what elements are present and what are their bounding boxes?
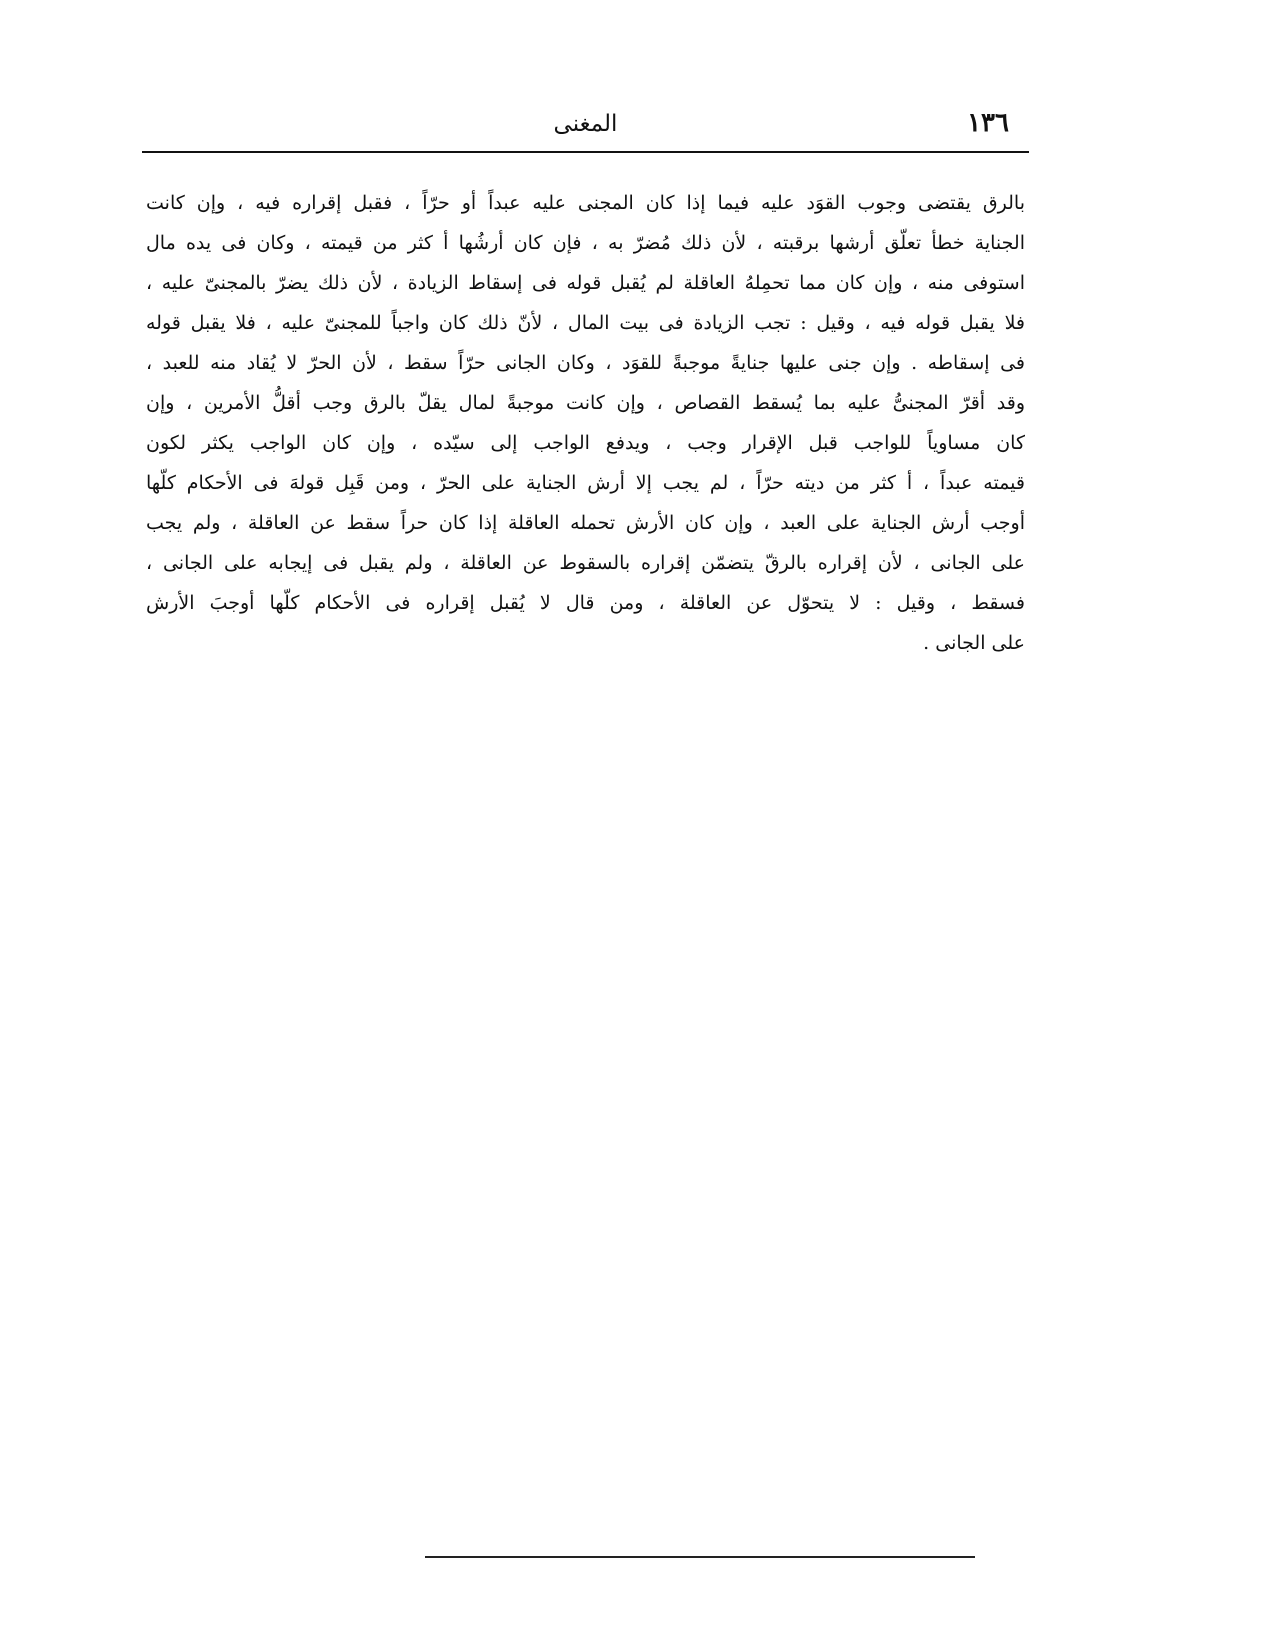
header-divider <box>142 151 1029 153</box>
text-line: كان مساوياً للواجب قبل الإقرار وجب ، ويدفع الواجب إلى سيّده ، وإن كان الواجب يكثر لكون <box>146 432 1025 454</box>
text-line: وقد أقرّ المجنىُّ عليه بما يُسقط القصاص ، وإن كانت موجبةً لمال يقلّ بالرق وجب أقلُّ الأمرين ، وإن <box>146 392 1025 414</box>
body-text <box>146 183 1025 663</box>
text-line: على الجانى . <box>923 632 1025 654</box>
text-line: استوفى منه ، وإن كان مما تحمِلهُ العاقلة لم يُقبل قوله فى إسقاط الزيادة ، لأن ذلك يضرّ بالمجنىّ عليه ، <box>146 272 1025 294</box>
text-line: الجناية خطأ تعلّق أرشها برقبته ، لأن ذلك مُضرّ به ، فإن كان أرشُها أ كثر من قيمته ، وكان فى يده مال <box>146 232 1025 254</box>
text-line: بالرق يقتضى وجوب القوَد عليه فيما إذا كان المجنى عليه عبداً أو حرّاً ، فقبل إقراره فيه ، وإن كانت <box>146 192 1025 214</box>
running-title: المغنى <box>553 111 618 137</box>
footer-divider <box>425 1556 975 1558</box>
text-line: قيمته عبداً ، أ كثر من ديته حرّاً ، لم يجب إلا أرش الجناية على الحرّ ، ومن قَبِل قولهَ فى الأحكام كلّها <box>146 472 1025 494</box>
text-line: فى إسقاطه . وإن جنى عليها جنايةً موجبةً للقوَد ، وكان الجانى حرّاً سقط ، لأن الحرّ لا يُقاد منه للعبد ، <box>146 352 1025 374</box>
text-line: على الجانى ، لأن إقراره بالرقّ يتضمّن إقراره بالسقوط عن العاقلة ، ولم يقبل فى إيجابه على الجانى ، <box>146 552 1025 574</box>
page-number: ١٣٦ <box>967 108 1009 138</box>
text-line: أوجب أرش الجناية على العبد ، وإن كان الأرش تحمله العاقلة إذا كان حراً سقط عن العاقلة ، ولم يجب <box>146 512 1025 534</box>
text-line: فسقط ، وقيل : لا يتحوّل عن العاقلة ، ومن قال لا يُقبل إقراره فى الأحكام كلّها أوجبَ الأرش <box>146 592 1025 614</box>
page-header <box>142 106 1029 146</box>
text-line: فلا يقبل قوله فيه ، وقيل : تجب الزيادة فى بيت المال ، لأنّ ذلك كان واجباً للمجنىّ عليه ، فلا يقبل قوله <box>146 312 1025 334</box>
